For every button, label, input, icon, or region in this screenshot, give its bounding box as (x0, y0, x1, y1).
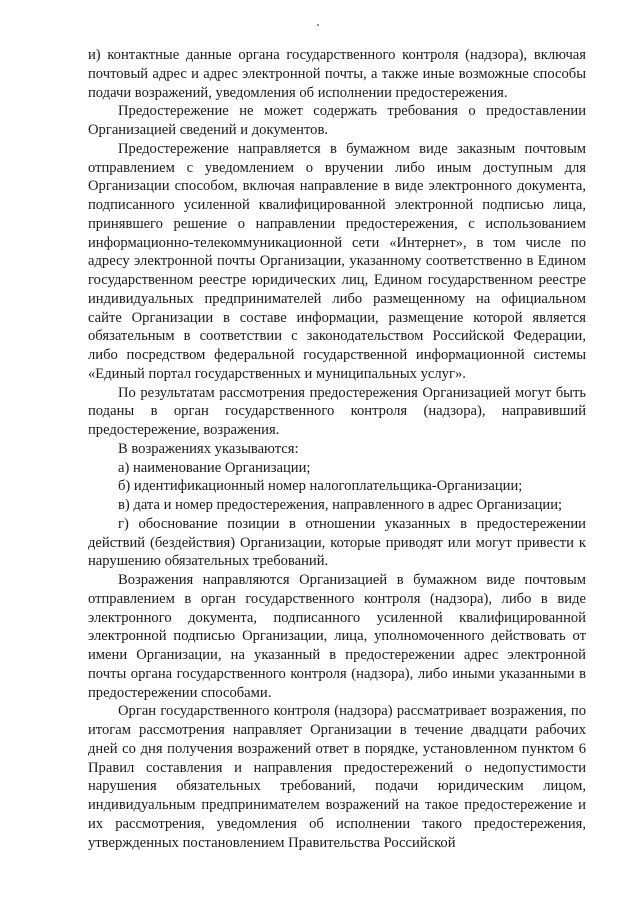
paragraph-no-requirements: Предостережение не может содержать требования о предоставлении Организацией сведений и документов. (88, 103, 586, 138)
paragraph-objections-contents: В возражениях указываются: (118, 440, 299, 457)
list-item-b: б) идентификационный номер налогоплательщика-Организации; (118, 478, 523, 495)
document-body (88, 46, 586, 852)
paragraph-objections-sending: Возражения направляются Организацией в бумажном виде почтовым отправлением в орган государственного контроля (надзора), либо в виде электронного документа, подписанного усиленной квалифицированной электронной подписью Организации, лица, уполномоченного действовать от имени Организации, на указанный в предостережении адрес электронной почты органа государственного контроля (надзора), либо иными указанными в предостережении способами. (88, 572, 586, 701)
paragraph-contact-details: и) контактные данные органа государственного контроля (надзора), включая почтовый адрес и адрес электронной почты, а также иные возможные способы подачи возражений, уведомления об исполнении предостережения. (88, 47, 586, 101)
scan-speck (317, 24, 319, 26)
paragraph-delivery-method: Предостережение направляется в бумажном виде заказным почтовым отправлением с уведомлением о вручении либо иным доступным для Организации способом, включая направление в виде электронного документа, подписанного усиленной квалифицированной электронной подписью лица, принявшего решение о направлении предостережения, с использованием информационно-телекоммуникационной сети «Интернет», в том числе по адресу электронной почты Организации, указанному соответственно в Едином государственном реестре юридических лиц, Едином государственном реестре индивидуальных предпринимателей либо размещенному на официальном сайте Организации в составе информации, размещение которой является обязательным в соответствии с законодательством Российской Федерации, либо посредством федеральной государственной информационной системы «Единый портал государственных и муниципальных услуг». (88, 140, 586, 382)
list-item-g: г) обоснование позиции в отношении указанных в предостережении действий (бездействия) Организации, которые приводят или могут привести к нарушению обязательных требований. (88, 515, 586, 570)
paragraph-objections-submission: По результатам рассмотрения предостережения Организацией могут быть поданы в орган государственного контроля (надзора), направивший предостережение, возражения. (88, 384, 586, 438)
list-item-v: в) дата и номер предостережения, направленного в адрес Организации; (118, 497, 563, 513)
paragraph-objections-review: Орган государственного контроля (надзора) рассматривает возражения, по итогам рассмотрения направляет Организации в течение двадцати рабочих дней со дня получения возражений ответ в порядке, установленном пунктом 6 Правил составления и направления предостережений о недопустимости нарушения обязательных требований, подачи юридическим лицом, индивидуальным предпринимателем возражений на такое предостережение и их рассмотрения, уведомления об исполнении такого предостережения, утвержденных постановлением Правительства Российской (88, 703, 586, 851)
list-item-a: а) наименование Организации; (118, 459, 311, 476)
